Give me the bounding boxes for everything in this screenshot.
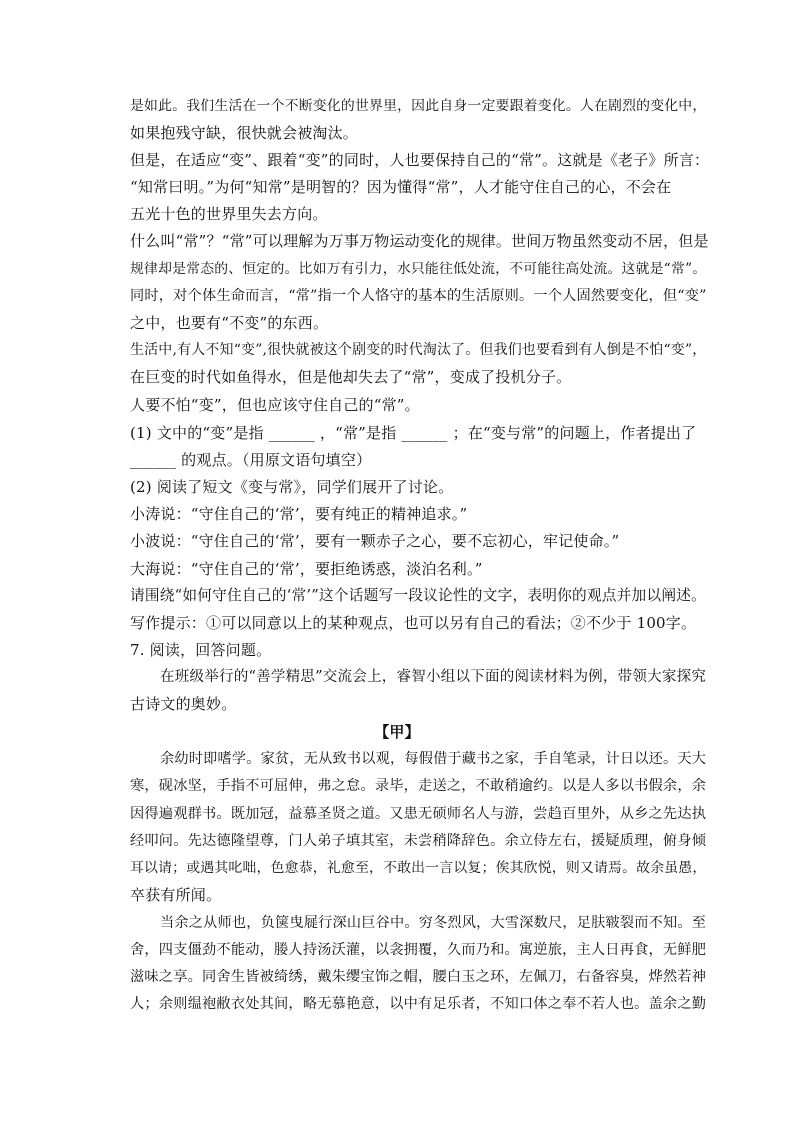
text-line: 是如此。我们生活在一个不断变化的世界里，因此自身一定要跟着变化。人在剧烈的变化中， — [130, 98, 707, 114]
text-line: 什么叫“常”？“常”可以理解为万事万物运动变化的规律。世间万物虽然变动不居，但是 — [130, 232, 709, 250]
text-line: 五光十色的世界里失去方向。 — [130, 205, 328, 223]
text-line: “知常曰明。”为何“知常”是明智的？因为懂得“常”，人才能守住自己的心，不会在 — [130, 178, 672, 196]
text-line: 但是，在适应“变”、跟着“变”的同时，人也要保持自己的“常”。这就是《老子》所言： — [130, 151, 710, 169]
passage-line: 滋味之享。同舍生皆被绮绣，戴朱缨宝饰之帽，腰白玉之环，左佩刀，右备容臭，烨然若神 — [130, 969, 707, 985]
intro-line: 古诗文的奥妙。 — [130, 695, 237, 713]
question-2-line: (2) 阅读了短文《变与常》，同学们展开了讨论。 — [130, 478, 454, 496]
hint-line: 写作提示：①可以同意以上的某种观点，也可以另有自己的看法；②不少于 100字。 — [130, 614, 697, 632]
passage-line: 卒获有所闻。 — [130, 886, 222, 904]
passage-line: 当余之从师也，负箧曳屣行深山巨谷中。穷冬烈风，大雪深数尺，足肤皲裂而不知。至 — [160, 915, 707, 931]
passage-line: 寒，砚冰坚，手指不可屈伸，弗之怠。录毕，走送之，不敢稍逾约。以是人多以书假余，余 — [130, 778, 707, 794]
text-line: 同时，对个体生命而言，“常”指一个人恪守的基本的生活原则。一个人固然要变化，但“变” — [130, 288, 707, 304]
text-line: 人要不怕“变”，但也应该守住自己的“常”。 — [130, 396, 420, 414]
text-line: 如果抱残守缺，很快就会被淘汰。 — [130, 124, 359, 142]
passage-line: 因得遍观群书。既加冠，益慕圣贤之道。又患无硕师名人与游，尝趋百里外，从乡之先达执 — [130, 806, 707, 822]
passage-line: 人；余则缊袍敝衣处其间，略无慕艳意，以中有足乐者，不知口体之奉不若人也。盖余之勤 — [130, 996, 707, 1012]
discussion-line: 大海说：“守住自己的‘常’，要拒绝诱惑，淡泊名利。” — [130, 560, 483, 578]
question-1-line: ______ 的观点。（用原文语句填空） — [130, 451, 372, 469]
text-line: 之中，也要有“不变”的东西。 — [130, 314, 329, 332]
discussion-line: 小波说：“守住自己的‘常’，要有一颗赤子之心，要不忘初心，牢记使命。” — [130, 532, 620, 550]
text-line: 在巨变的时代如鱼得水，但是他却失去了“常”，变成了投机分子。 — [130, 368, 572, 386]
question-1-line: (1) 文中的“变”是指 ______ ，“常”是指 ______ ；在“变与常”的问题上，作者提出了 — [130, 424, 697, 442]
text-line: 生活中,有人不知“变”,很快就被这个剧变的时代淘汰了。但我们也要看到有人倒是不怕“变”， — [130, 342, 707, 358]
discussion-line: 小涛说：“守住自己的‘常’，要有纯正的精神追求。” — [130, 505, 468, 523]
passage-line: 经叩问。先达德隆望尊，门人弟子填其室，未尝稍降辞色。余立侍左右，援疑质理，俯身倾 — [130, 833, 707, 849]
prompt-line: 请围绕“如何守住自己的‘常’”这个话题写一段议论性的文字，表明你的观点并加以阐述。 — [130, 587, 706, 604]
text-line: 规律却是常态的、恒定的。比如万有引力，水只能往低处流，不可能往高处流。这就是“常”。 — [130, 261, 707, 277]
intro-line: 在班级举行的“善学精思”交流会上，睿智小组以下面的阅读材料为例，带领大家探究 — [160, 668, 707, 685]
section-title: 【甲】 — [374, 723, 420, 741]
question-7-heading: 7. 阅读，回答问题。 — [130, 641, 272, 659]
passage-line: 余幼时即嗜学。家贫，无从致书以观，每假借于藏书之家，手自笔录，计日以还。天大 — [160, 751, 707, 767]
passage-line: 舍，四支僵劲不能动，媵人持汤沃灌，以衾拥覆，久而乃和。寓逆旅，主人日再食，无鲜肥 — [130, 942, 707, 958]
passage-line: 耳以请；或遇其叱咄，色愈恭，礼愈至，不敢出一言以复；俟其欣悦，则又请焉。故余虽愚， — [130, 860, 707, 876]
